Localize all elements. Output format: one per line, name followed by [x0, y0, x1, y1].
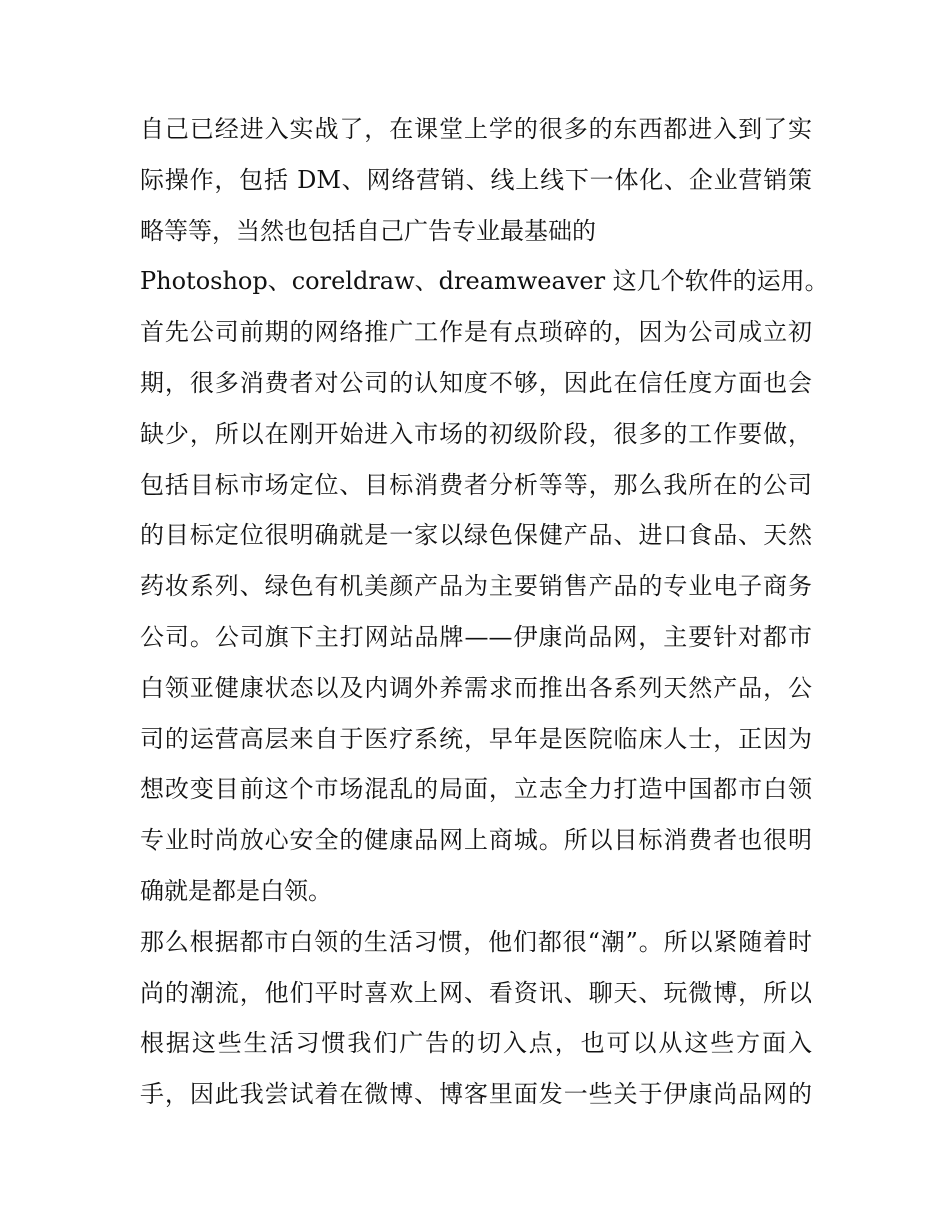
text-line: 药妆系列、绿色有机美颜产品为主要销售产品的专业电子商务 [140, 572, 812, 601]
text-line: 手，因此我尝试着在微博、博客里面发一些关于伊康尚品网的 [140, 1080, 812, 1109]
text-line: 确就是都是白领。 [140, 876, 332, 905]
text-line: 首先公司前期的网络推广工作是有点琐碎的，因为公司成立初 [140, 318, 812, 347]
text-line: 期，很多消费者对公司的认知度不够，因此在信任度方面也会 [140, 368, 812, 397]
text-line: 的目标定位很明确就是一家以绿色保健产品、进口食品、天然 [140, 521, 812, 550]
text-line: Photoshop、coreldraw、dreamweaver 这几个软件的运用。 [140, 267, 829, 296]
text-line: 缺少，所以在刚开始进入市场的初级阶段，很多的工作要做， [140, 419, 812, 448]
text-line: 略等等，当然也包括自己广告专业最基础的 [140, 216, 596, 245]
text-line: 专业时尚放心安全的健康品网上商城。所以目标消费者也很明 [140, 826, 812, 855]
text-line: 那么根据都市白领的生活习惯，他们都很“潮”。所以紧随着时 [140, 927, 812, 956]
text-line: 根据这些生活习惯我们广告的切入点，也可以从这些方面入 [140, 1029, 812, 1058]
document-body-text [140, 104, 829, 1120]
text-line: 自己已经进入实战了，在课堂上学的很多的东西都进入到了实 [140, 115, 812, 143]
text-line: 包括目标市场定位、目标消费者分析等等，那么我所在的公司 [140, 470, 812, 499]
text-line: 白领亚健康状态以及内调外养需求而推出各系列天然产品，公 [140, 673, 812, 702]
text-line: 司的运营高层来自于医疗系统，早年是医院临床人士，正因为 [140, 724, 812, 753]
text-line: 想改变目前这个市场混乱的局面，立志全力打造中国都市白领 [140, 775, 812, 804]
text-line: 际操作，包括 DM、网络营销、线上线下一体化、企业营销策 [140, 165, 812, 194]
text-line: 公司。公司旗下主打网站品牌——伊康尚品网，主要针对都市 [140, 622, 812, 651]
text-line: 尚的潮流，他们平时喜欢上网、看资讯、聊天、玩微博，所以 [140, 978, 812, 1007]
